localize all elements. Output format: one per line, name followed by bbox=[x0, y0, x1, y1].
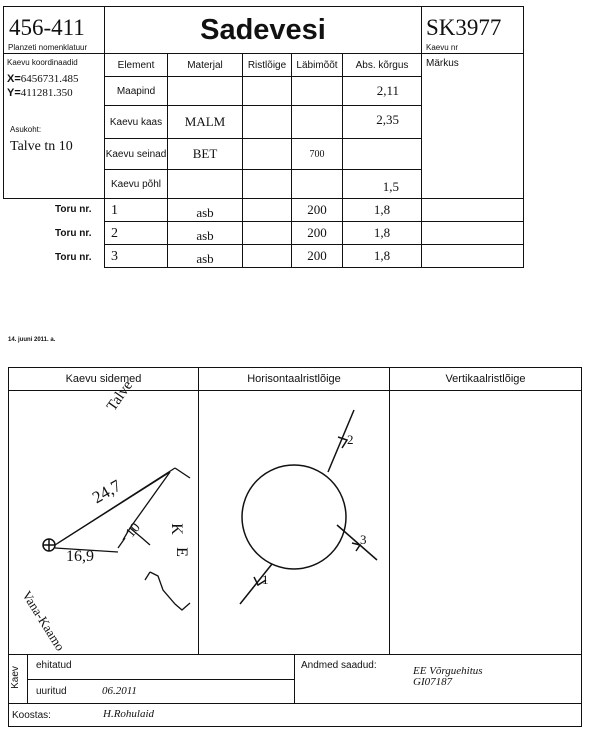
author-label: Koostas: bbox=[12, 710, 51, 721]
street-label-bottom: Vana-Kaamo bbox=[19, 588, 68, 654]
pipe-label-2: Toru nr. bbox=[55, 228, 92, 239]
sketch-header-horisontaal: Horisontaalristlõige bbox=[198, 367, 390, 391]
pipe-nr: 2 bbox=[104, 221, 168, 245]
pipe-material: asb bbox=[167, 221, 243, 245]
document-title: Sadevesi bbox=[200, 13, 326, 46]
pipe-3-arrow bbox=[352, 543, 360, 551]
notes-header: Märkus bbox=[426, 58, 459, 69]
row-height-maapind: 2,11 bbox=[342, 76, 422, 106]
y-value: 411281.350 bbox=[20, 87, 73, 99]
x-value: 6456731.485 bbox=[20, 73, 79, 85]
pipe-label-3: Toru nr. bbox=[55, 252, 92, 263]
row-height-kaevu-pohl: 1,5 bbox=[342, 169, 422, 199]
surveyed-label: uuritud bbox=[36, 686, 67, 697]
data-source-box bbox=[294, 654, 582, 704]
pipe-diameter: 200 bbox=[291, 244, 343, 268]
sheet-caption: Planzeti nomenklatuur bbox=[8, 43, 88, 52]
corner-label-e: E bbox=[172, 547, 190, 557]
row-element-kaevu-seinad: Kaevu seinad bbox=[104, 138, 168, 170]
row-diameter-kaevu-seinad: 700 bbox=[291, 138, 343, 170]
y-label: Y= bbox=[7, 87, 21, 99]
surveyed-value: 06.2011 bbox=[102, 685, 137, 697]
sketch-header-sidemed: Kaevu sidemed bbox=[8, 367, 199, 391]
pipe-diameter: 200 bbox=[291, 221, 343, 245]
author-value: H.Rohulaid bbox=[103, 708, 155, 720]
col-header-ristloige: Ristlõige bbox=[242, 53, 292, 77]
address-caption: Asukoht: bbox=[10, 125, 42, 134]
pipe-1-label: 1 bbox=[262, 572, 269, 587]
data-source-line2: GI07187 bbox=[413, 676, 453, 688]
row-element-kaevu-kaas: Kaevu kaas bbox=[104, 105, 168, 139]
sheet-number: 456-411 bbox=[9, 15, 85, 40]
horizontal-section bbox=[240, 410, 377, 604]
dimension-10: 10 bbox=[123, 520, 144, 541]
pipe-height: 1,8 bbox=[342, 221, 422, 245]
author-row bbox=[8, 703, 582, 727]
date-line: 14. juuni 2011. a. bbox=[8, 337, 56, 343]
surveyed-row bbox=[27, 679, 295, 704]
corner-label-k: K bbox=[167, 523, 185, 535]
col-header-abs-korgus: Abs. kõrgus bbox=[342, 53, 422, 77]
pipe-height: 1,8 bbox=[342, 244, 422, 268]
footer-side-label: Kaev bbox=[9, 666, 21, 689]
row-material-kaevu-seinad: BET bbox=[167, 138, 243, 170]
x-label: X= bbox=[7, 73, 21, 85]
well-symbol bbox=[43, 539, 55, 551]
sketch-header-vertikaal: Vertikaalristlõige bbox=[389, 367, 582, 391]
row-height-kaevu-kaas: 2,35 bbox=[342, 105, 422, 139]
pipe-3-line bbox=[337, 525, 377, 560]
data-source-label: Andmed saadud: bbox=[301, 660, 377, 671]
pipe-material: asb bbox=[167, 244, 243, 268]
col-header-materjal: Materjal bbox=[167, 53, 243, 77]
pipe-2-label: 2 bbox=[347, 432, 354, 447]
well-id-caption: Kaevu nr bbox=[426, 43, 459, 52]
row-element-maapind: Maapind bbox=[104, 76, 168, 106]
col-header-labimoot: Läbimõõt bbox=[291, 53, 343, 77]
footer-side bbox=[8, 654, 28, 704]
pipe-nr: 1 bbox=[104, 198, 168, 222]
data-source-line1: EE Võrguehitus bbox=[413, 665, 483, 677]
pipe-diameter: 200 bbox=[291, 198, 343, 222]
built-row bbox=[27, 654, 295, 680]
row-material-kaevu-kaas: MALM bbox=[167, 105, 243, 139]
pipe-nr: 3 bbox=[104, 244, 168, 268]
pipe-label-1: Toru nr. bbox=[55, 204, 92, 215]
street-label-top: Talve bbox=[104, 377, 137, 415]
dimension-24-7: 24,7 bbox=[88, 475, 125, 508]
pipe-3-label: 3 bbox=[360, 532, 367, 547]
dimension-16-9: 16,9 bbox=[66, 548, 94, 565]
coords-caption: Kaevu koordinaadid bbox=[7, 58, 78, 67]
well-id: SK3977 bbox=[426, 15, 502, 40]
well-circle bbox=[242, 465, 346, 569]
pipe-material: asb bbox=[167, 198, 243, 222]
col-header-element: Element bbox=[104, 53, 168, 77]
address: Talve tn 10 bbox=[10, 139, 73, 154]
pipe-height: 1,8 bbox=[342, 198, 422, 222]
built-label: ehitatud bbox=[36, 660, 72, 671]
row-element-kaevu-pohl: Kaevu põhl bbox=[104, 169, 168, 199]
